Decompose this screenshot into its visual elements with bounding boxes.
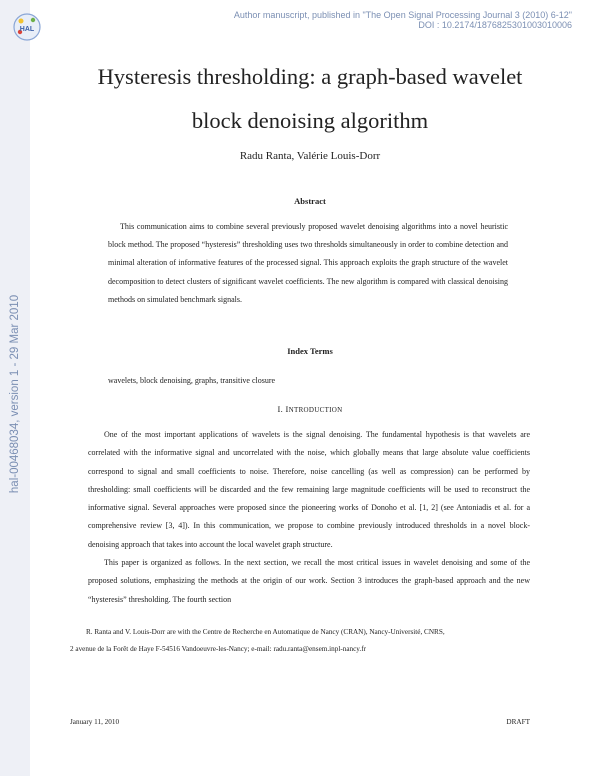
index-terms-heading: Index Terms <box>287 346 333 356</box>
footnote-line-2: 2 avenue de la Forêt de Haye F-54516 Vandoeuvre-les-Nancy; e-mail: radu.ranta@ensem.inpl-nancy.fr <box>70 644 367 653</box>
title-line-1: Hysteresis thresholding: a graph-based wavelet <box>97 64 523 89</box>
author-footnote <box>70 624 530 657</box>
section-first-letter: I <box>285 404 289 414</box>
introduction-heading <box>40 404 580 414</box>
paragraph-1: One of the most important applications of wavelets is the signal denoising. The fundamental hypothesis is that wavelets are correlated with the informative signal and uncorrelated with the noise, which globally means that large absolute value coefficients correspond to signal and small coefficients to noise. Therefore, noise cancelling (as well as compression) can be performed by thresholding: small coefficients will be discarded and the few remaining large magnitude coefficients will be used to reconstruct the informative signal. Several approaches were proposed since the pioneering works of Donoho et al. [1, 2] (see Antoniadis et al. for a comprehensive review [3, 4]). In this communication, we propose to combine previously introduced thresholds in a novel block-denoising approach that takes into account the local wavelet graph structure. <box>88 430 530 549</box>
title-line-2: block denoising algorithm <box>191 108 429 133</box>
section-title-rest: NTRODUCTION <box>288 406 343 414</box>
keywords: wavelets, block denoising, graphs, transitive closure <box>108 376 276 385</box>
authors: Radu Ranta, Valérie Louis-Dorr <box>239 150 381 162</box>
footer-date: January 11, 2010 <box>70 718 120 726</box>
abstract-text <box>108 218 508 309</box>
side-identifier: hal-00468034, version 1 - 29 Mar 2010 <box>9 294 21 494</box>
publication-note <box>234 10 572 30</box>
introduction-body <box>88 426 530 609</box>
footnote-line-1: R. Ranta and V. Louis-Dorr are with the Centre de Recherche en Automatique de Nancy (CRAN), Nancy-Université, CNRS, <box>86 628 445 636</box>
section-number: I. <box>277 404 284 414</box>
logo-label: HAL <box>19 26 35 33</box>
publication-line: Author manuscript, published in "The Open Signal Processing Journal 3 (2010) 6-12" <box>233 10 572 20</box>
footer-status: DRAFT <box>506 718 530 726</box>
paragraph-2: This paper is organized as follows. In the next section, we recall the most critical issues in wavelet denoising and some of the proposed solutions, emphasizing the methods at the origin of our work. Section 3 introduces the graph-based approach and the new “hysteresis” thresholding. The fourth section <box>88 558 530 604</box>
doi-line: DOI : 10.2174/1876825301003010006 <box>418 20 572 30</box>
abstract-heading: Abstract <box>294 196 326 206</box>
hal-logo-icon <box>12 12 42 42</box>
abstract-body: This communication aims to combine several previously proposed wavelet denoising algorithms into a novel heuristic block method. The proposed “hysteresis” thresholding uses two thresholds simultaneously in order to combine detection and minimal alteration of informative features of the processed signal. This approach exploits the graph structure of the wavelet decomposition to detect clusters of significant wavelet coefficients. The new algorithm is compared with classical denoising methods on simulated benchmark signals. <box>108 222 508 304</box>
